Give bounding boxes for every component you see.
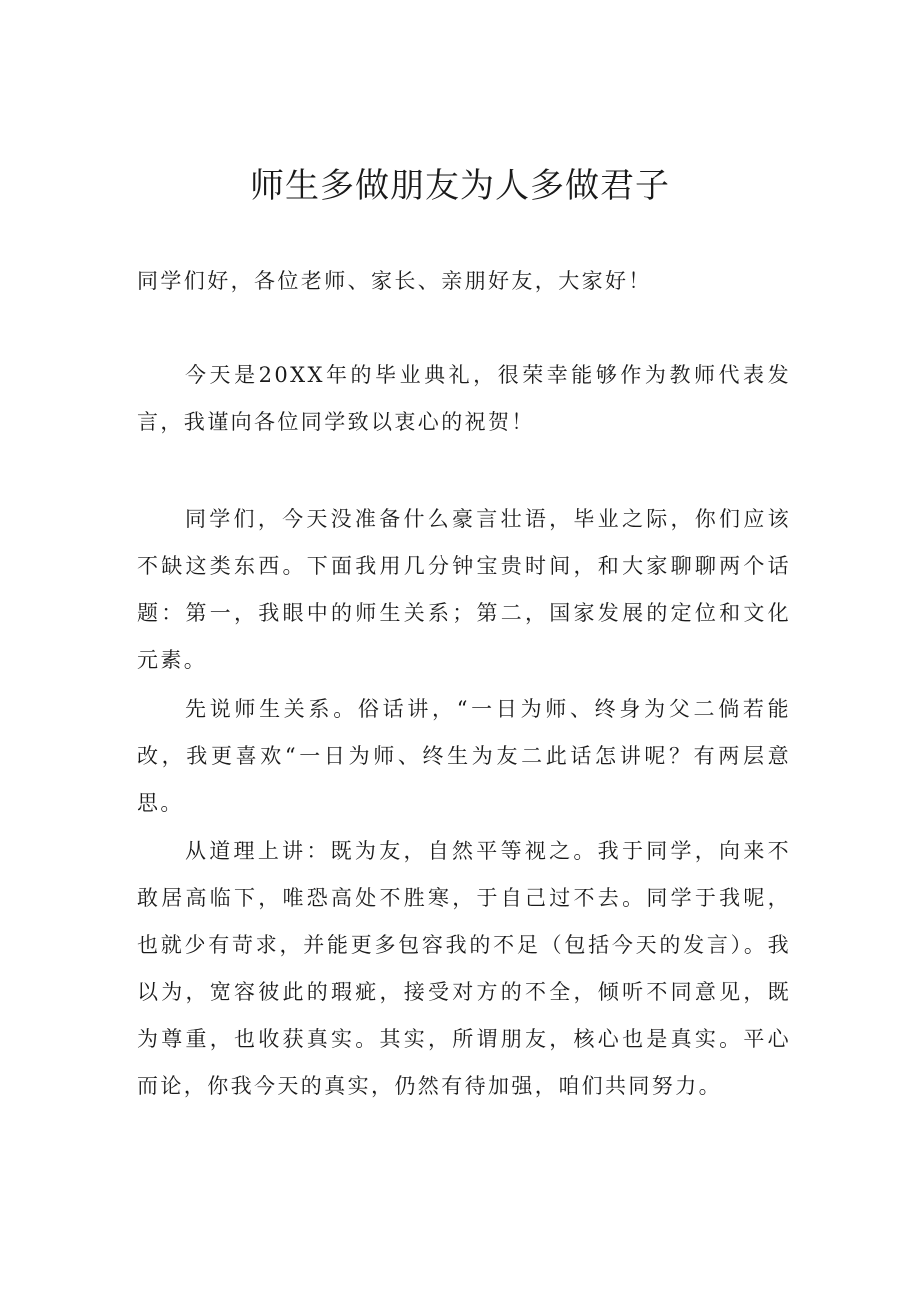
greeting-paragraph: 同学们好，各位老师、家长、亲朋好友，大家好！ <box>137 269 652 293</box>
paragraph-4: 从道理上讲：既为友，自然平等视之。我于同学，向来不敢居高临下，唯恐高处不胜寒，于自己过不去。同学于我呢，也就少有苛求，并能更多包容我的不足（包括今天的发言）。我以为，宽容彼此的瑕疵，接受对方的不全，倾听不同意见，既为尊重，也收获真实。其实，所谓朋友，核心也是真实。平心而论，你我今天的真实，仍然有待加强，咱们共同努力。 <box>137 839 791 1098</box>
paragraph-1: 今天是20XX年的毕业典礼，很荣幸能够作为教师代表发言，我谨向各位同学致以衷心的祝贺！ <box>137 363 791 434</box>
paragraph-2: 同学们，今天没准备什么豪言壮语，毕业之际，你们应该不缺这类东西。下面我用几分钟宝贵时间，和大家聊聊两个话题：第一，我眼中的师生关系；第二，国家发展的定位和文化元素。 <box>137 507 791 672</box>
paragraph-3: 先说师生关系。俗话讲，“一日为师、终身为父二倘若能改，我更喜欢“一日为师、终生为友二此话怎讲呢？有两层意思。 <box>137 697 791 815</box>
document-title: 师生多做朋友为人多做君子 <box>250 166 670 206</box>
